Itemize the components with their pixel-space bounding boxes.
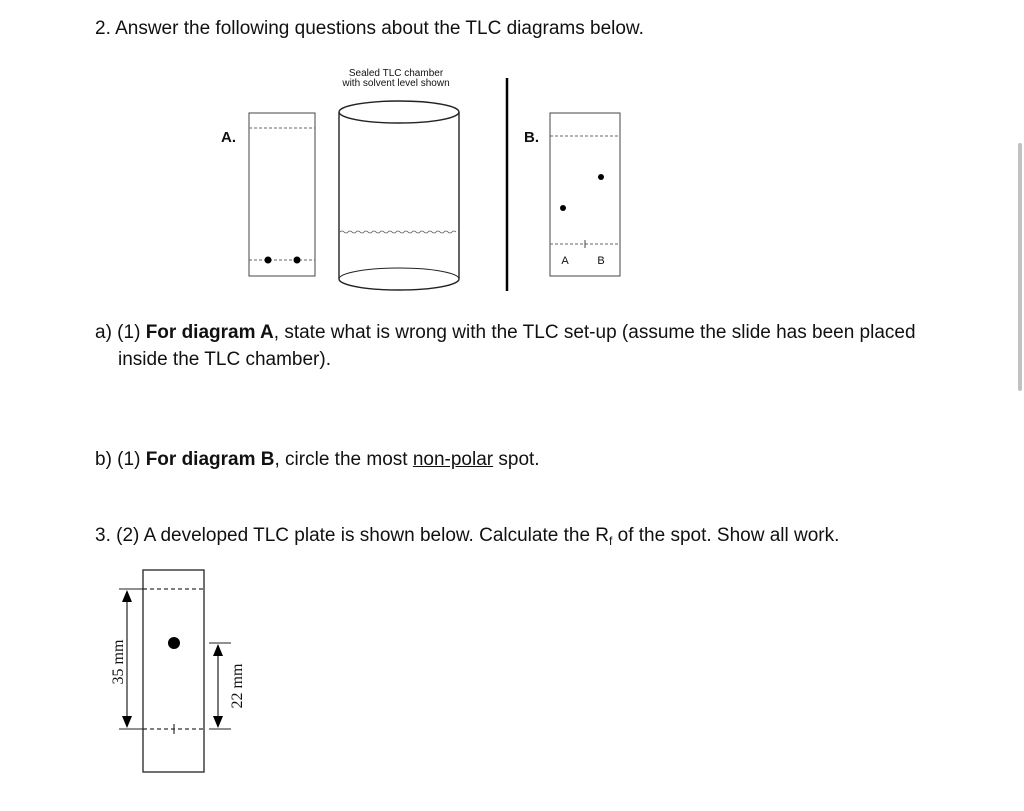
question-2b-bold: For diagram B <box>145 449 275 470</box>
plate-b <box>550 113 620 276</box>
dimension-22mm-label: 22 mm <box>229 663 246 709</box>
question-2-text: Answer the following questions about the TLC diagrams below. <box>115 18 644 39</box>
question-2a-line2: inside the TLC chamber). <box>118 349 331 370</box>
dimension-35mm <box>110 589 146 729</box>
dimension-22mm <box>209 643 246 729</box>
plate-b-spot-upper <box>598 174 604 180</box>
plate-b-spot-lower <box>560 205 566 211</box>
chamber-caption-line2: with solvent level shown <box>342 78 450 89</box>
chamber-caption-line1: Sealed TLC chamber <box>348 68 444 79</box>
chamber-solvent-level <box>340 231 456 233</box>
rf-subscript: f <box>609 534 613 548</box>
question-3: 3. (2) A developed TLC plate is shown below. Calculate the $R_f$ of the spot. Show all work. <box>95 525 840 548</box>
diagram-a-label: A. <box>221 129 236 146</box>
question-2a <box>95 319 916 373</box>
plate-a <box>249 113 315 276</box>
plate-a-spot-2 <box>294 257 301 264</box>
question-2b: b) (1) For diagram B, circle the most non-polar spot. <box>95 449 540 470</box>
plate-a-spot-1 <box>265 257 272 264</box>
plate-3-spot <box>168 637 180 649</box>
dimension-35mm-label: 35 mm <box>110 639 127 685</box>
plate-b-lane-b: B <box>597 255 605 267</box>
question-2a-bold: For diagram A <box>145 322 274 343</box>
question-2-number: 2. <box>95 18 111 39</box>
non-polar-underlined: non-polar <box>412 449 494 470</box>
plate-b-lane-a: A <box>561 255 569 267</box>
question-2a-line1: a) (1) For diagram A, state what is wrong with the TLC set-up (assume the slide has been placed <box>95 322 916 343</box>
plate-3 <box>143 570 204 772</box>
diagram-b-label: B. <box>524 129 539 146</box>
tlc-chamber <box>339 101 459 290</box>
vertical-scrollbar[interactable] <box>1018 143 1022 391</box>
